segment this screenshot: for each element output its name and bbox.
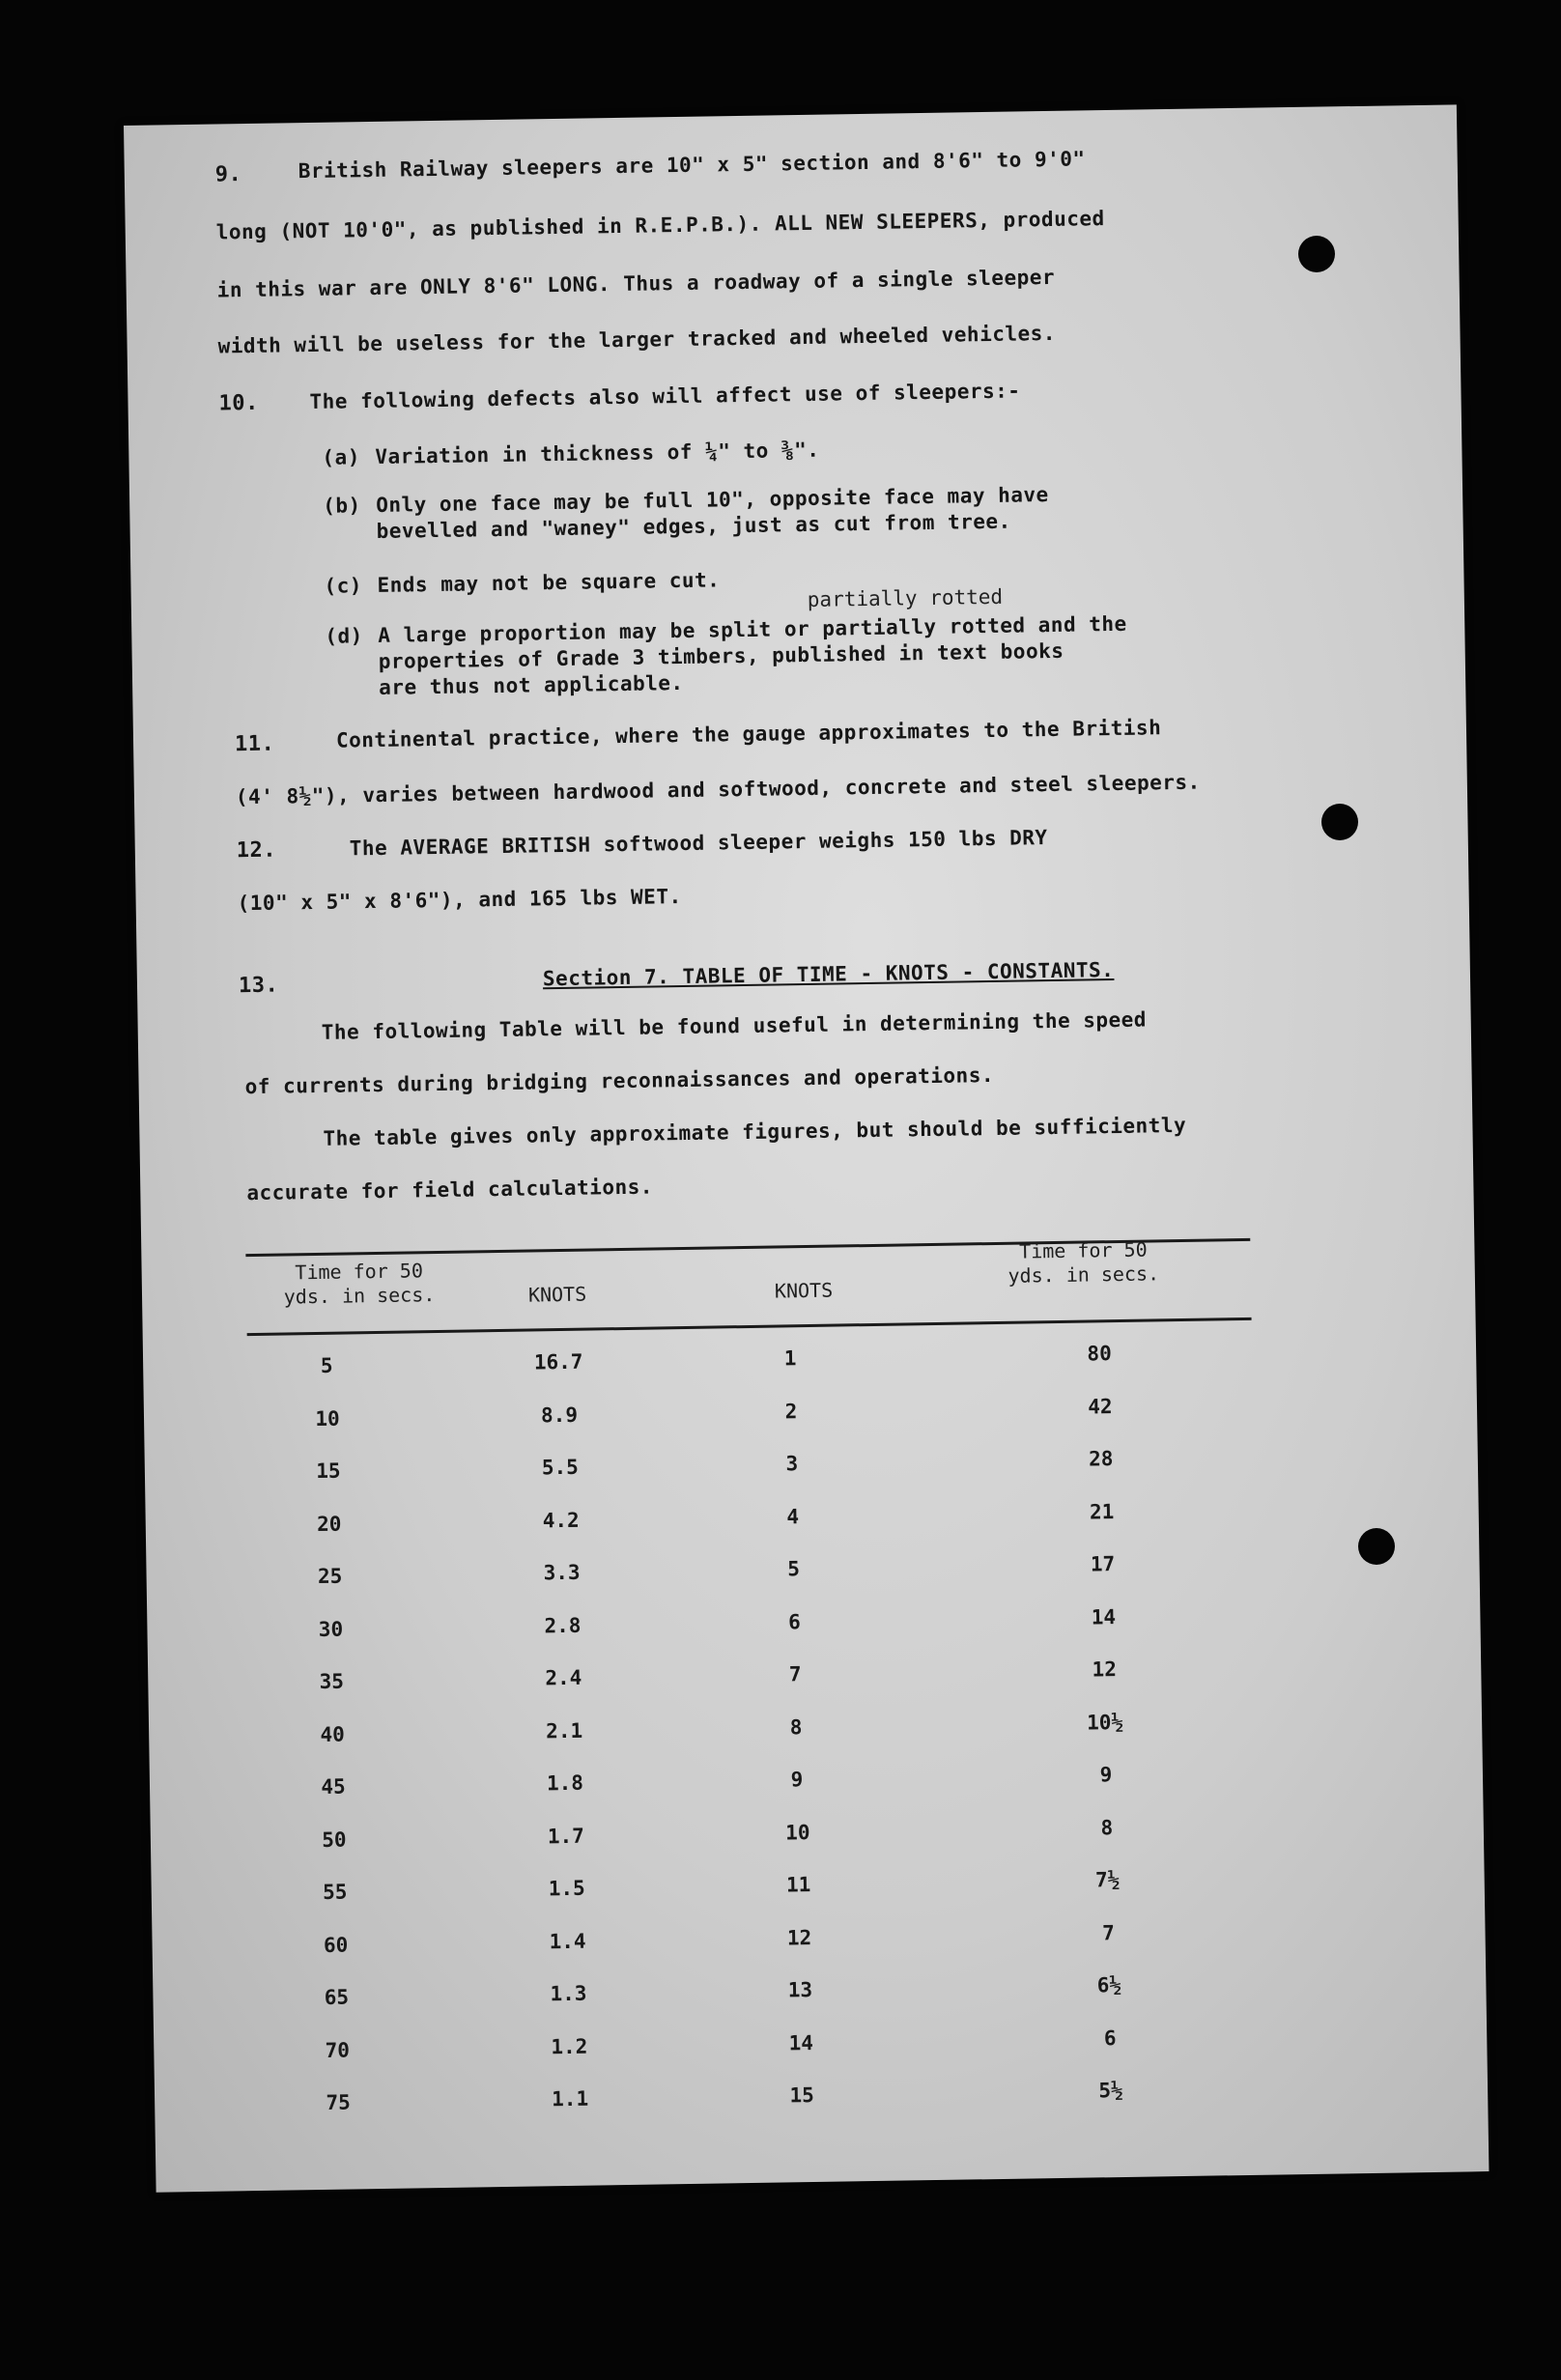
cell-time-right: 42 [1088,1394,1113,1418]
cell-time-left: 25 [317,1564,343,1589]
cell-knots-right: 12 [786,1925,812,1949]
cell-time-left: 40 [320,1722,346,1746]
cell-knots-right: 1 [783,1346,797,1371]
item-b-line-2: bevelled and "waney" edges, just as cut from tree. [376,509,1011,543]
section-heading: Section 7. TABLE OF TIME - KNOTS - CONSTANTS. [542,958,1115,991]
item-b-line-1: Only one face may be full 10", opposite face may have [376,483,1049,517]
cell-time-right: 8 [1100,1815,1114,1839]
para-10-number: 10. [218,390,259,416]
cell-time-right: 28 [1088,1447,1114,1471]
cell-time-right: 6 [1103,2026,1117,2050]
cell-knots-left: 1.3 [550,1981,587,2006]
punch-hole-middle [1321,804,1358,840]
cell-knots-right: 8 [789,1714,803,1739]
item-d-line-2: properties of Grade 3 timbers, published in text books [378,638,1064,673]
cell-knots-right: 3 [785,1452,799,1476]
para-11-line-1: Continental practice, where the gauge approximates to the British [335,716,1162,752]
cell-knots-left: 3.3 [543,1560,581,1585]
header-time-right: Time for 50 yds. in secs. [1008,1237,1160,1288]
cell-time-left: 45 [321,1774,346,1799]
cell-knots-right: 11 [785,1873,811,1897]
cell-time-right: 6½ [1096,1973,1122,1998]
cell-time-left: 5 [320,1353,333,1377]
cell-time-left: 30 [318,1617,344,1641]
cell-time-right: 7½ [1094,1868,1121,1892]
item-c-text: Ends may not be square cut. [377,568,721,597]
cell-time-right: 10½ [1086,1710,1124,1735]
cell-time-right: 12 [1092,1658,1118,1682]
para-10-intro: The following defects also will affect use of sleepers:- [309,379,1021,414]
cell-knots-right: 2 [784,1399,798,1423]
para-11-line-2: (4' 8½"), varies between hardwood and softwood, concrete and steel sleepers. [235,770,1201,809]
para-13-line-2: of currents during bridging reconnaissances and operations. [244,1062,995,1099]
para-13-line-1: The following Table will be found useful in determining the speed [321,1007,1148,1044]
cell-time-left: 50 [322,1828,347,1852]
cell-knots-left: 8.9 [540,1402,579,1427]
item-c-label: (c) [324,574,363,598]
cell-time-left: 55 [322,1880,348,1904]
item-d-line-1: A large proportion may be split or partially rotted and the [378,611,1127,647]
document-page [124,104,1489,2192]
punch-hole-top [1298,236,1335,272]
cell-time-left: 10 [315,1406,340,1431]
cell-knots-left: 1.4 [549,1929,586,1953]
para-9-line-2: long (NOT 10'0", as published in R.E.P.B.). ALL NEW SLEEPERS, produced [215,207,1105,244]
cell-knots-left: 4.2 [542,1508,580,1532]
item-d-line-3: are thus not applicable. [378,670,684,699]
cell-knots-left: 1.1 [551,2086,589,2111]
para-13-line-3: The table gives only approximate figures, but should be sufficiently [323,1113,1187,1150]
para-11-number: 11. [234,731,275,757]
para-12-line-2: (10" x 5" x 8'6"), and 165 lbs WET. [237,885,682,916]
item-a-label: (a) [322,445,361,469]
para-9-line-3: in this war are ONLY 8'6" LONG. Thus a roadway of a single sleeper [216,265,1056,302]
cell-knots-left: 5.5 [541,1455,580,1480]
cell-knots-left: 1.2 [551,2034,588,2058]
cell-time-left: 60 [323,1933,349,1957]
cell-knots-right: 6 [787,1609,801,1633]
cell-time-left: 75 [326,2090,352,2114]
para-9-line-1: British Railway sleepers are 10" x 5" section and 8'6" to 9'0" [298,147,1086,184]
cell-knots-left: 1.5 [548,1876,585,1901]
cell-knots-left: 1.7 [547,1824,585,1848]
cell-time-right: 17 [1090,1552,1116,1576]
cell-knots-right: 7 [788,1662,802,1686]
para-12-line-1: The AVERAGE BRITISH softwood sleeper weighs 150 lbs DRY [349,826,1048,861]
para-12-number: 12. [236,837,277,864]
table-header-rule [247,1318,1252,1336]
cell-time-right: 80 [1087,1342,1112,1366]
punch-hole-bottom [1358,1528,1395,1565]
cell-knots-right: 13 [787,1978,813,2002]
item-b-label: (b) [323,494,361,518]
cell-knots-right: 9 [790,1768,804,1792]
cell-knots-left: 1.8 [546,1771,584,1796]
cell-knots-right: 14 [788,2030,814,2054]
cell-time-left: 70 [325,2038,351,2062]
para-9-line-4: width will be useless for the larger tracked and wheeled vehicles. [217,321,1057,358]
cell-knots-right: 5 [787,1557,801,1581]
para-9-number: 9. [214,162,242,187]
cell-knots-right: 10 [784,1820,810,1844]
cell-knots-right: 4 [786,1504,800,1528]
header-knots-left: KNOTS [527,1282,587,1307]
cell-knots-right: 15 [789,2083,814,2108]
cell-knots-left: 16.7 [533,1349,583,1374]
cell-time-left: 20 [316,1512,342,1536]
cell-knots-left: 2.8 [544,1613,582,1637]
cell-time-left: 35 [319,1669,345,1694]
para-13-line-4: accurate for field calculations. [246,1175,654,1205]
cell-time-right: 9 [1099,1763,1113,1787]
item-d-label: (d) [325,624,363,648]
cell-knots-left: 2.4 [545,1665,582,1690]
cell-time-right: 14 [1091,1604,1117,1629]
cell-time-left: 15 [316,1459,341,1484]
para-13-number: 13. [238,973,279,999]
cell-time-left: 65 [324,1985,350,2009]
header-time-left: Time for 50 yds. in secs. [283,1259,436,1309]
cell-time-right: 5½ [1098,2078,1123,2103]
cell-time-right: 7 [1101,1920,1116,1944]
cell-time-right: 21 [1089,1499,1115,1523]
item-a-text: Variation in thickness of ¼" to ⅜". [375,438,820,468]
handwritten-insertion: partially rotted [807,584,1004,611]
header-knots-right: KNOTS [774,1278,834,1303]
cell-knots-left: 2.1 [545,1718,583,1742]
